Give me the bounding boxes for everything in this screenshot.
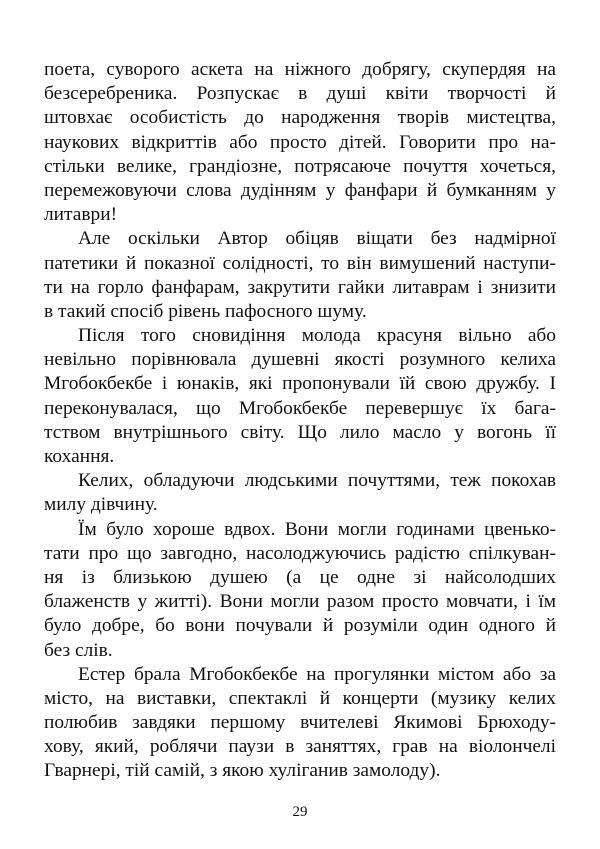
page-body [44,58,556,784]
text-line: Гварнері, тій самій, з якою хуліганив замолоду). [44,760,441,782]
text-line: блаженств у житті). Вони могли разом просто мовчати, і їм [44,591,556,613]
text-line: тством внутрішнього світу. Що лило масло у вогонь її [44,421,556,443]
text-line: переконувалася, що Мгобокбекбе перевершує їх бага- [44,397,556,419]
text-line: тати про що завгодно, насолоджуючись радістю спілкуван- [44,542,556,564]
text-line: Келих, обладуючи людськими почуттями, теж покохав [78,470,556,492]
page-number: 29 [292,804,308,820]
text-line: ня із близькою душею (а це одне зі найсолодших [44,566,556,588]
text-line: ти на горло фанфарам, закрутити гайки литаврам і знизити [44,276,556,298]
text-line: поета, суворого аскета на ніжного добрягу, скупердяя на [44,59,556,80]
text-line: невільно порівнювала душевні якості розумного келиха [44,349,556,371]
text-line: в такий спосіб рівень пафосного шуму. [44,300,367,322]
text-line: безсеребреника. Розпускає в душі квіти творчості й [44,83,556,105]
text-line: було добре, бо вони почували й розуміли один одного й [44,615,556,637]
paragraph [44,469,556,517]
text-line: хову, який, роблячи паузи в заняттях, грав на віолончелі [44,736,556,758]
text-line: Естер брала Мгобокбекбе на прогулянки містом або за [78,663,556,685]
text-line: патетики й показної солідності, то він вимушений наступи- [44,252,556,274]
paragraph [44,58,556,227]
text-line: наукових відкриттів або просто дітей. Говорити про на- [44,131,556,153]
text-line: без слів. [44,639,113,661]
text-line: Їм було хороше вдвох. Вони могли годинами цвенько- [78,518,556,540]
paragraph [44,324,556,469]
text-line: перемежовуючи слова дудінням у фанфари й бумканням у [44,179,556,201]
text-line: стільки велике, грандіозне, потрясаюче почуття хочеться, [44,155,556,177]
text-line: Мгобокбекбе і юнаків, які пропонували їй свою дружбу. І [44,373,556,395]
text-line: Після того сновидіння молода красуня вільно або [78,325,556,347]
text-line: Але оскільки Автор обіцяв віщати без надмірної [78,228,556,250]
text-line: кохання. [44,446,115,467]
text-line: милу дівчину. [44,494,158,516]
text-line: місто, на виставки, спектаклі й концерти (музику келих [44,687,556,709]
text-line: литаври! [44,204,118,226]
text-line: полюбив завдяки першому вчителеві Якимові Брюходу- [44,712,556,734]
paragraph [44,663,556,784]
text-line: штовхає особистість до народження творів мистецтва, [44,107,556,129]
paragraph [44,227,556,324]
paragraph [44,518,556,663]
